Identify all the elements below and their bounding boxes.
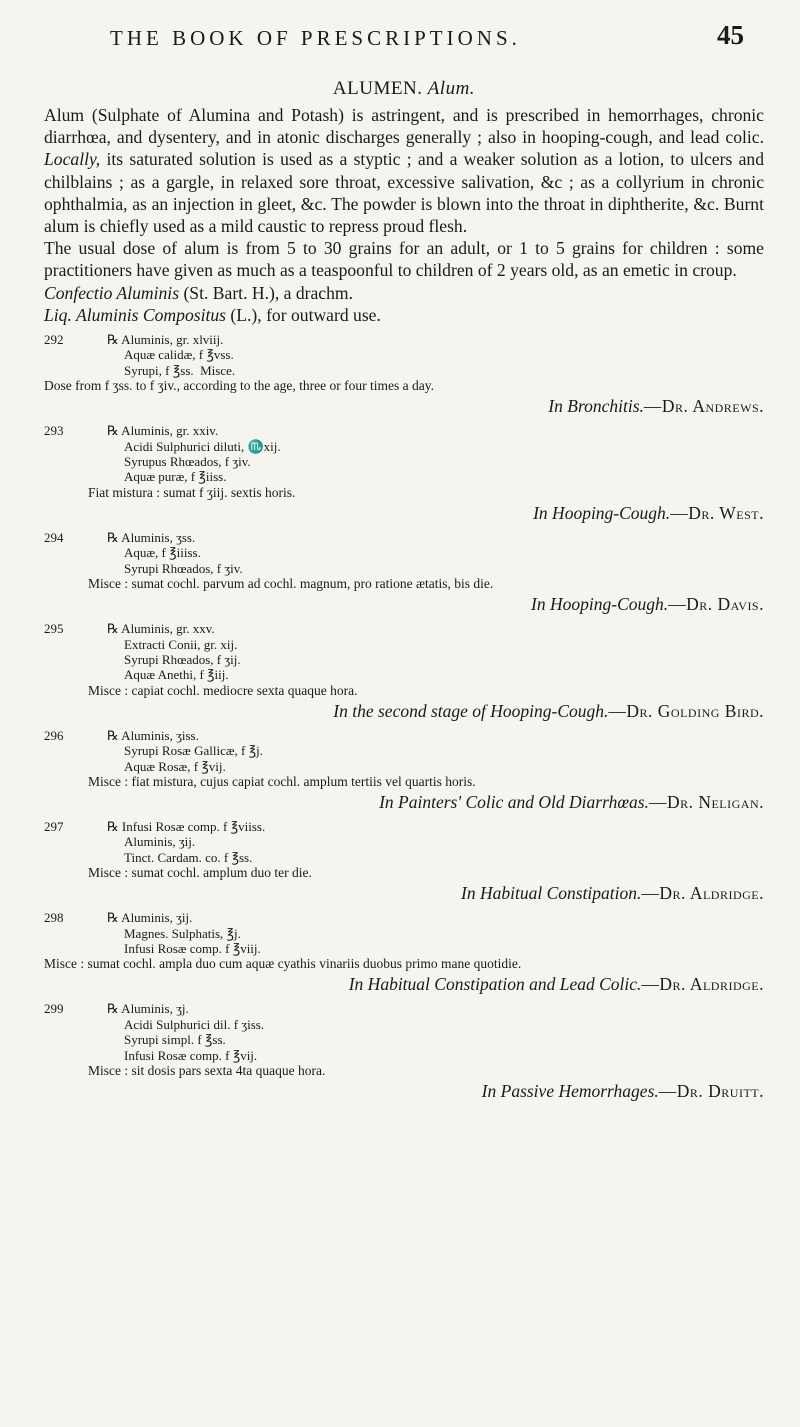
- prescription-directions: Fiat mistura : sumat f ʒiij. sextis horis.: [88, 484, 296, 500]
- ingredient-line: ℞ Aluminis, gr. xxiv.: [107, 423, 219, 439]
- ingredient-line: ℞ Aluminis, ʒiss.: [107, 727, 199, 743]
- official-formulae: [44, 282, 764, 326]
- prescription-author: —Dr. Aldridge.: [641, 883, 764, 904]
- section-title: [44, 78, 764, 100]
- prescription-directions: Misce : sumat cochl. ampla duo cum aquæ cyathis vinariis duobus primo mane quotidie.: [44, 956, 522, 972]
- ingredient-line: Acidi Sulphurici dil. f ʒiss.: [124, 1016, 265, 1032]
- ingredient-line: Syrupi Rhœados, f ʒij.: [124, 651, 241, 667]
- section-title-latin: ALUMEN.: [332, 78, 423, 99]
- prescription-directions: Misce : fiat mistura, cujus capiat cochl. amplum tertiis vel quartis horis.: [88, 773, 476, 789]
- prescription-condition: In Hooping-Cough.: [533, 502, 671, 523]
- prescription-ingredients: [44, 332, 764, 378]
- prescription-condition: In Habitual Constipation.: [461, 883, 642, 904]
- prescription-attribution: [44, 973, 764, 996]
- formula-item: [44, 304, 764, 326]
- ingredient-line: ℞ Aluminis, ʒij.: [107, 910, 193, 926]
- prescription: [44, 910, 764, 996]
- prescription-author: —Dr. Andrews.: [643, 396, 764, 417]
- prescription-ingredients: [44, 728, 764, 774]
- ingredient-line: Syrupi Rosæ Gallicæ, f ℥j.: [124, 743, 263, 759]
- ingredient-line: Infusi Rosæ comp. f ℥viij.: [124, 940, 261, 956]
- formula-name: Confectio Aluminis: [44, 282, 180, 303]
- intro-p1-italic: Locally,: [44, 149, 101, 170]
- ingredient-line: Acidi Sulphurici diluti, ♏xij.: [124, 438, 281, 454]
- ingredient-line: Aquæ, f ℥iiiss.: [124, 545, 201, 561]
- ingredient-line: Tinct. Cardam. co. f ℥ss.: [124, 849, 253, 865]
- prescription-condition: In the second stage of Hooping-Cough.: [333, 700, 609, 721]
- prescription-number: 296: [44, 727, 64, 743]
- prescription-ingredients: [44, 910, 764, 956]
- prescription-number: 292: [44, 332, 64, 348]
- prescription-author: —Dr. Aldridge.: [641, 974, 764, 995]
- ingredient-line: Aluminis, ʒij.: [124, 834, 196, 850]
- prescription-attribution: [44, 593, 764, 616]
- running-head: [0, 20, 800, 60]
- prescription: [44, 530, 764, 616]
- formula-detail: (L.), for outward use.: [226, 304, 381, 325]
- ingredient-line: ℞ Infusi Rosæ comp. f ℥viiss.: [107, 818, 266, 834]
- prescription-author: —Dr. Davis.: [668, 594, 764, 615]
- prescription: [44, 1001, 764, 1103]
- prescription-condition: In Bronchitis.: [548, 396, 644, 417]
- intro-p1: Alum (Sulphate of Alumina and Potash) is astringent, and is prescribed in hemorrhages, chronic diarrhœa, and dysentery, and in atonic discharges generally ; also in hooping-cough, and lead colic.: [44, 105, 764, 148]
- intro-paragraph-1: [44, 104, 764, 237]
- formula-item: [44, 282, 764, 304]
- prescription-directions: Misce : sit dosis pars sexta 4ta quaque hora.: [88, 1063, 326, 1078]
- prescription-number: 294: [44, 529, 64, 545]
- ingredient-line: Syrupi Rhœados, f ʒiv.: [124, 560, 243, 576]
- running-head-title: THE BOOK OF PRESCRIPTIONS.: [110, 26, 521, 50]
- prescription-attribution: [44, 395, 764, 418]
- prescription-author: —Dr. West.: [670, 502, 764, 523]
- ingredient-line: ℞ Aluminis, ʒj.: [107, 1001, 189, 1017]
- formula-detail: (St. Bart. H.), a drachm.: [179, 282, 353, 303]
- ingredient-line: Extracti Conii, gr. xij.: [124, 636, 238, 652]
- prescription: [44, 423, 764, 525]
- section-title-english: Alum.: [427, 78, 476, 99]
- intro-p1-cont: its saturated solution is used as a styptic ; and a weaker solution as a lotion, to ulcers and chilblains ; as a gargle, in relaxed sore throat, excessive salivation, &c ; as a collyrium in chronic ophthalmia, as an injection in gleet, &c. The powder is blown into the throat in diphtherite, &c. Burnt alum is chiefly used as a mild caustic to repress proud flesh.: [44, 149, 764, 237]
- formula-name: Liq. Aluminis Compositus: [44, 304, 227, 325]
- prescription-list: [44, 332, 764, 1103]
- ingredient-line: ℞ Aluminis, gr. xlviij.: [107, 332, 224, 348]
- ingredient-line: Syrupi, f ℥ss. Misce.: [124, 362, 236, 378]
- prescription-directions: Misce : sumat cochl. parvum ad cochl. magnum, pro ratione ætatis, bis die.: [88, 576, 494, 592]
- intro-text: [44, 104, 764, 282]
- prescription-ingredients: [44, 530, 764, 576]
- ingredient-line: Aquæ puræ, f ℥iiss.: [124, 469, 227, 485]
- ingredient-line: Infusi Rosæ comp. f ℥vij.: [124, 1047, 258, 1063]
- prescription: [44, 332, 764, 418]
- ingredient-line: Aquæ Rosæ, f ℥vij.: [124, 758, 226, 774]
- prescription-condition: In Painters' Colic and Old Diarrhœas.: [379, 791, 649, 812]
- prescription-condition: In Hooping-Cough.: [531, 594, 669, 615]
- ingredient-line: Aquæ calidæ, f ℥vss.: [124, 347, 234, 363]
- prescription-attribution: [44, 502, 764, 525]
- prescription-number: 297: [44, 818, 64, 834]
- prescription-number: 298: [44, 910, 64, 926]
- prescription-author: —Dr. Neligan.: [648, 791, 764, 812]
- prescription-attribution: [44, 882, 764, 905]
- prescription-number: 293: [44, 423, 64, 439]
- ingredient-line: Magnes. Sulphatis, ℥j.: [124, 925, 241, 941]
- ingredient-line: Aquæ Anethi, f ℥iij.: [124, 667, 229, 683]
- prescription: [44, 621, 764, 723]
- prescription-ingredients: [44, 1001, 764, 1063]
- prescription-attribution: [44, 1080, 764, 1103]
- page-content: [44, 78, 764, 1108]
- prescription-number: 295: [44, 621, 64, 637]
- page-number: 45: [717, 20, 744, 50]
- prescription-author: —Dr. Golding Bird.: [608, 700, 764, 721]
- prescription-number: 299: [44, 1001, 64, 1017]
- intro-paragraph-2: The usual dose of alum is from 5 to 30 grains for an adult, or 1 to 5 grains for children : some practitioners have given as much as a teaspoonful to children of 2 years old, as an emetic in croup.: [44, 238, 764, 281]
- ingredient-line: Syrupi simpl. f ℥ss.: [124, 1032, 226, 1048]
- prescription-directions: Misce : capiat cochl. mediocre sexta quaque hora.: [88, 682, 358, 698]
- prescription: [44, 819, 764, 905]
- prescription-directions: Misce : sumat cochl. amplum duo ter die.: [88, 865, 312, 881]
- prescription-ingredients: [44, 423, 764, 485]
- prescription-condition: In Passive Hemorrhages.: [481, 1081, 659, 1101]
- ingredient-line: ℞ Aluminis, ʒss.: [107, 529, 196, 545]
- prescription-attribution: [44, 700, 764, 723]
- prescription-ingredients: [44, 819, 764, 865]
- prescription: [44, 728, 764, 814]
- prescription-directions: Dose from f ʒss. to f ʒiv., according to the age, three or four times a day.: [44, 378, 434, 394]
- ingredient-line: ℞ Aluminis, gr. xxv.: [107, 621, 215, 637]
- prescription-condition: In Habitual Constipation and Lead Colic.: [348, 974, 642, 995]
- prescription-author: —Dr. Druitt.: [658, 1081, 764, 1101]
- prescription-attribution: [44, 791, 764, 814]
- ingredient-line: Syrupus Rhœados, f ʒiv.: [124, 454, 251, 470]
- prescription-ingredients: [44, 621, 764, 683]
